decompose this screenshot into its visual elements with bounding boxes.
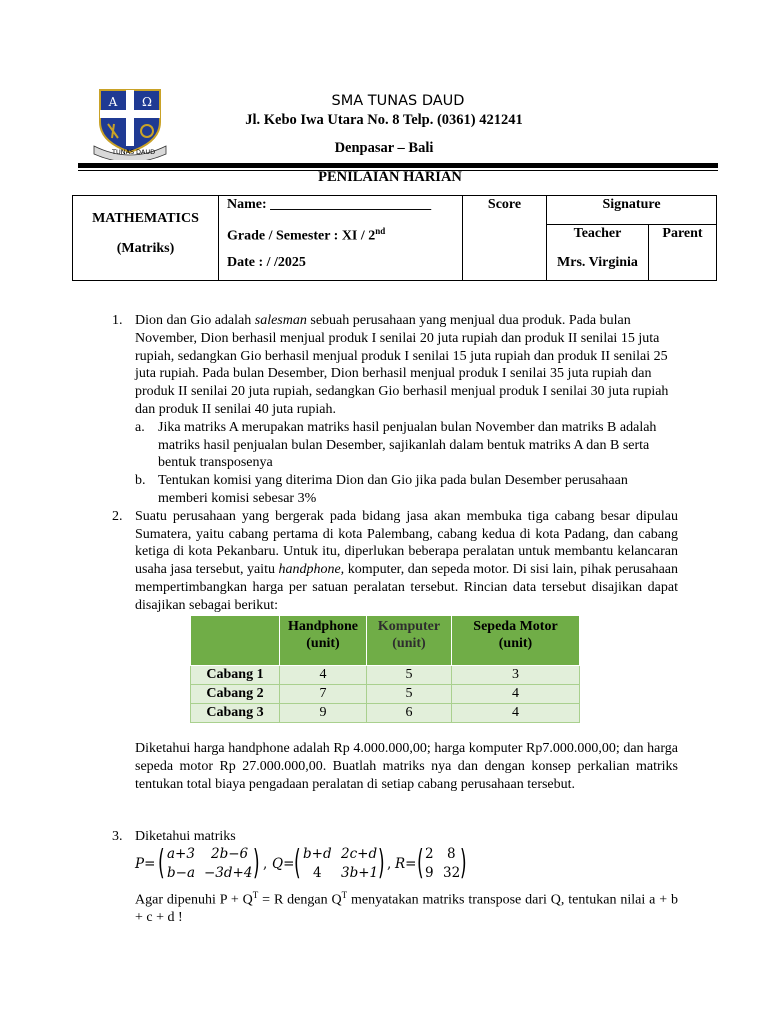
matrix-separator: , [387, 856, 392, 872]
transpose-sup: T [341, 890, 348, 900]
matrix-r-cell: 8 [447, 846, 456, 862]
row-label: Cabang 1 [191, 666, 280, 685]
matrix-p-cell: 2b−6 [211, 846, 249, 862]
matrix-separator: , [263, 856, 268, 872]
cell-sepeda-motor: 4 [452, 685, 580, 704]
cell-sepeda-motor: 4 [452, 704, 580, 723]
grade-sup: nd [375, 226, 386, 236]
table-header-komputer: Komputer (unit) [367, 616, 452, 666]
crest-banner-left: TUNAS [112, 148, 135, 156]
cell-komputer: 5 [367, 685, 452, 704]
table-header-handphone: Handphone (unit) [280, 616, 367, 666]
grade-semester-text: Grade / Semester : XI / 2 [227, 228, 376, 244]
assessment-title: PENILAIAN HARIAN [318, 169, 462, 185]
table-row [191, 685, 580, 704]
school-address: Jl. Kebo Iwa Utara No. 8 Telp. (0361) 421241 [245, 112, 523, 128]
question-3-intro: Diketahui matriks [135, 829, 236, 844]
question-1b-number: b. [135, 473, 146, 489]
row-label: Cabang 2 [191, 685, 280, 704]
signature-label: Signature [602, 197, 661, 212]
question-3-ask-b: = R dengan Q [258, 892, 342, 908]
teacher-name: Mrs. Virginia [557, 255, 638, 270]
question-2-text-a: Suatu perusahaan yang bergerak pada bidang jasa akan membuka tiga cabang besar dipulau Sumatera, yaitu cabang pertama di kota Palembang, cabang kedua di kota Padang, dan cabang ketiga di kota Pekanbaru. Untuk itu, diperlukan beberapa peralatan untuk membantu kelancaran usaha jasa tersebut, yaitu [135, 508, 678, 578]
crest-letter-alpha: A [108, 95, 118, 109]
subject-cell [72, 195, 219, 281]
matrix-p-cell: b−a [167, 865, 196, 881]
question-1-number: 1. [112, 313, 123, 328]
question-1b-text: Tentukan komisi yang diterima Dion dan Gio jika pada bulan Desember perusahaan memberi komisi sebesar 3% [158, 473, 628, 506]
cell-komputer: 6 [367, 704, 452, 723]
question-1a-text: Jika matriks A merupakan matriks hasil penjualan bulan November dan matriks B adalah matriks hasil penjualan bulan Desember, sajikanlah dalam bentuk matriks A dan B serta bentuk transposenya [158, 419, 657, 471]
school-city: Denpasar – Bali [334, 140, 434, 156]
question-1-italic: salesman [254, 313, 307, 328]
matrix-p-label: P= [135, 856, 156, 872]
table-row [191, 704, 580, 723]
cell-komputer: 5 [367, 666, 452, 685]
matrix-q-cell: b+d [303, 846, 332, 862]
question-1-text-a: Dion dan Gio adalah [135, 313, 255, 328]
question-1 [112, 312, 678, 508]
question-2 [112, 508, 678, 615]
cell-handphone: 4 [280, 666, 367, 685]
crest-letter-omega: Ω [142, 95, 152, 109]
header-rule-thick [78, 163, 718, 168]
question-1-text [135, 312, 678, 419]
matrix-p-cell: a+3 [167, 846, 195, 862]
question-2-italic: handphone, [278, 562, 345, 578]
question-2-number: 2. [112, 508, 123, 524]
matrix-q-cell: 3b+1 [341, 865, 379, 881]
table-header-sepeda-motor: Sepeda Motor (unit) [452, 616, 580, 666]
table-header-empty [191, 616, 280, 666]
matrix-q-cell: 4 [313, 865, 322, 881]
question-2-text-b: komputer, dan sepeda motor. Di sisi lain, pihak perusahaan mempertimbangkan harga per satuan peralatan tersebut. Rincian data tersebut disajikan dapat disajikan sebagai berikut: [135, 562, 679, 613]
transpose-sup: T [252, 890, 259, 900]
matrix-r-label: R= [395, 856, 417, 872]
matrix-r-open-paren: ( [417, 843, 424, 883]
question-3-ask-c: menyatakan matriks transpose dari Q, tentukan nilai a + b + c + d ! [135, 892, 678, 926]
question-3-ask-a: Agar dipenuhi P + Q [135, 892, 253, 908]
subject-label: MATHEMATICS [92, 211, 199, 226]
matrix-q-label: Q= [272, 856, 295, 872]
matrix-q-close-paren: ) [378, 843, 385, 883]
matrix-r-cell: 9 [425, 865, 434, 881]
matrix-r-cell: 32 [443, 865, 461, 881]
table-row [191, 666, 580, 685]
matrix-q-open-paren: ( [294, 843, 301, 883]
date-field: Date : / /2025 [227, 255, 306, 270]
question-3-number: 3. [112, 829, 123, 844]
cell-handphone: 7 [280, 685, 367, 704]
name-field: Name: _______________________ [227, 197, 432, 212]
question-1a-number: a. [135, 419, 145, 435]
teacher-label: Teacher [573, 226, 622, 241]
matrix-p-close-paren: ) [253, 843, 260, 883]
matrix-p-cell: −3d+4 [204, 865, 253, 881]
parent-label: Parent [662, 226, 703, 241]
question-1-text-b: sebuah perusahaan yang menjual dua produk. Pada bulan November, Dion berhasil menjual produk I senilai 20 juta rupiah dan produk II senilai 15 juta rupiah, sedangkan Gio berhasil menjual produk I senilai 15 juta rupiah dan produk II senilai 25 juta rupiah. Pada bulan Desember, Dion berhasil menjual produk I senilai 35 juta rupiah dan produk II senilai 20 juta rupiah, sedangkan Gio berhasil menjual produk I senilai 30 juta rupiah dan produk II senilai 40 juta rupiah. [135, 313, 669, 417]
question-2-followup: Diketahui harga handphone adalah Rp 4.000.000,00; harga komputer Rp7.000.000,00; dan harga sepeda motor Rp 27.000.000,00. Buatlah matriks nya dan dengan konsep perkalian matriks tentukan total biaya pengadaan peralatan di setiap cabang perusahaan tersebut. [135, 741, 678, 792]
matrix-p-open-paren: ( [158, 843, 165, 883]
topic-label: (Matriks) [116, 241, 175, 256]
question-1b [135, 472, 678, 508]
questions [112, 312, 678, 615]
info-table [72, 195, 717, 281]
matrix-q-cell: 2c+d [341, 846, 378, 862]
school-name: SMA TUNAS DAUD [331, 93, 465, 109]
cell-sepeda-motor: 3 [452, 666, 580, 685]
question-2-text [135, 508, 678, 615]
question-1a [135, 419, 678, 472]
matrix-r-close-paren: ) [460, 843, 467, 883]
equipment-table [190, 615, 580, 723]
matrix-r-cell: 2 [425, 846, 434, 862]
question-3-ask [135, 887, 678, 927]
cell-handphone: 9 [280, 704, 367, 723]
crest-banner-right: DAUD [136, 148, 156, 156]
row-label: Cabang 3 [191, 704, 280, 723]
grade-semester-field [227, 226, 385, 245]
score-label: Score [487, 197, 522, 212]
